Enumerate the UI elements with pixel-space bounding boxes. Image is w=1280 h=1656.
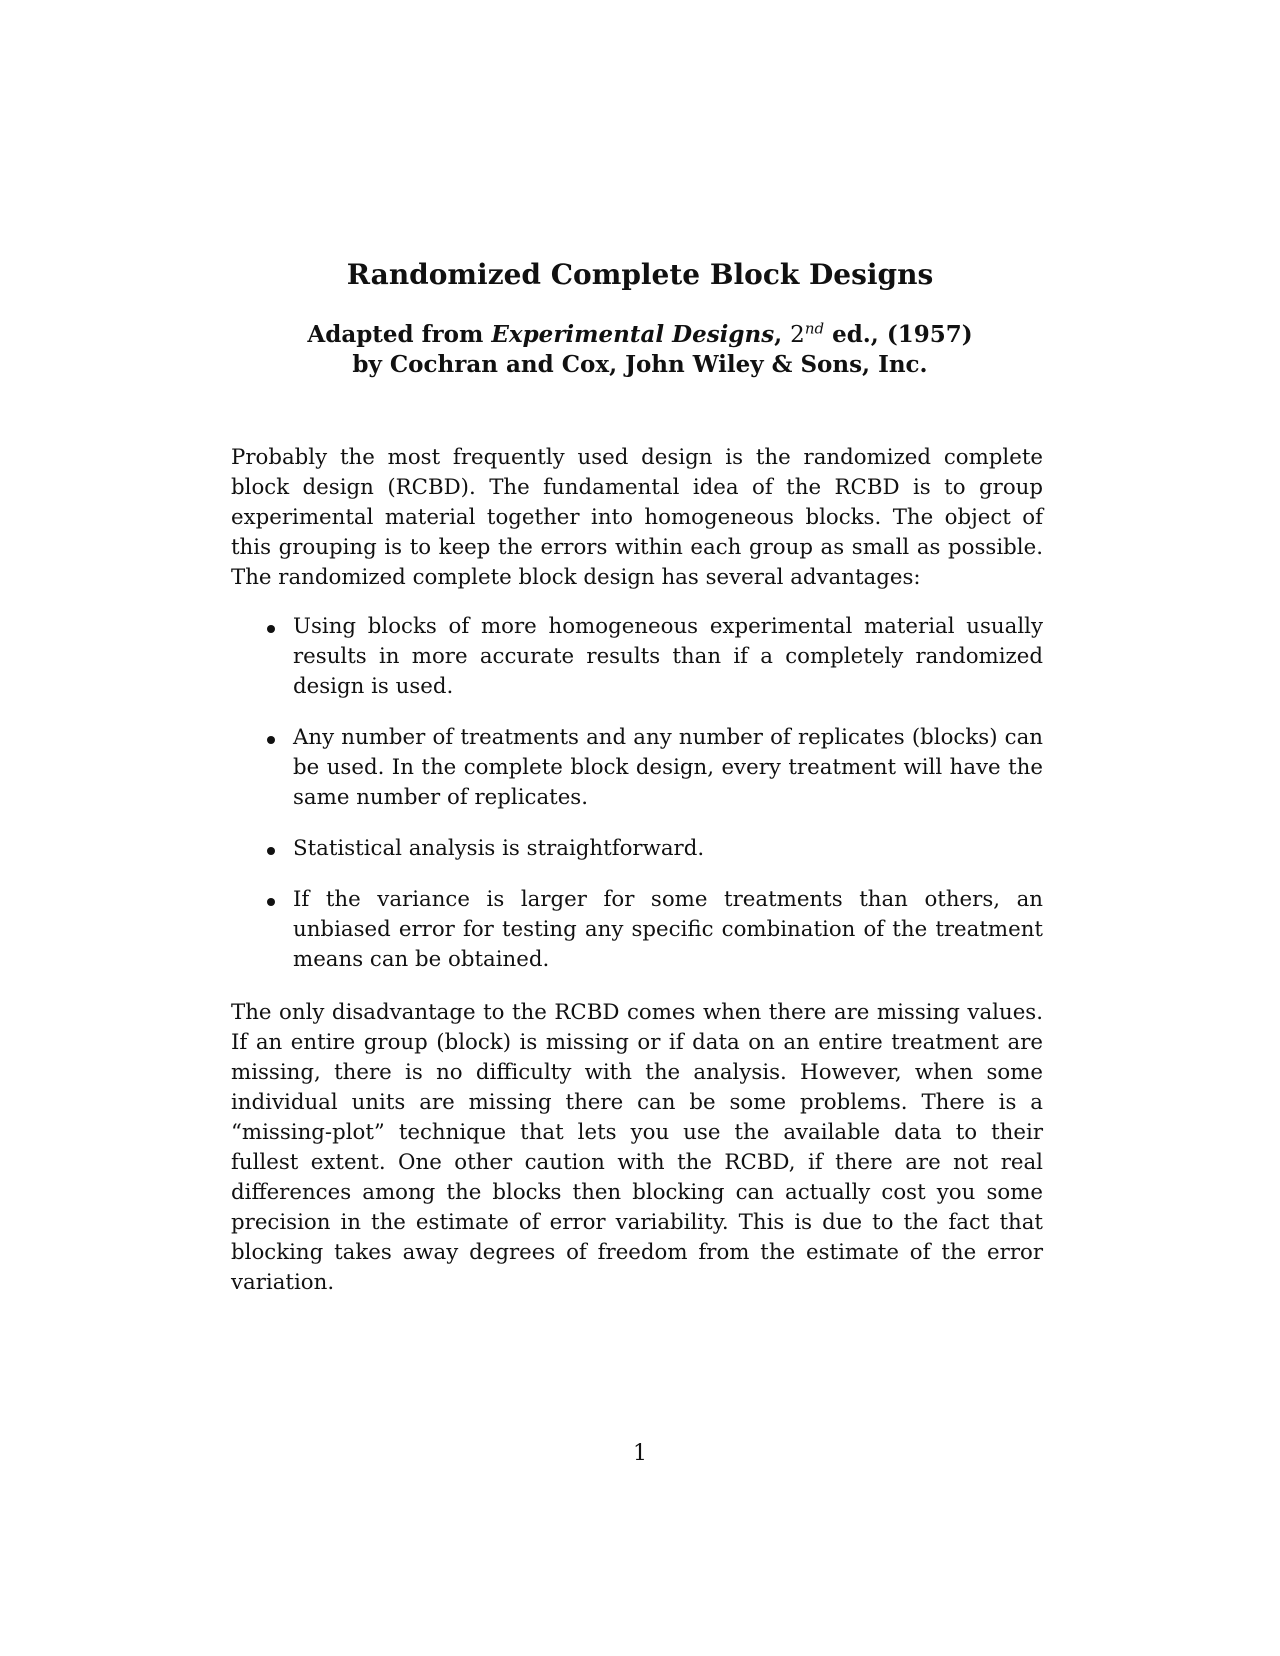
advantages-list (231, 612, 1043, 996)
page-title: Randomized Complete Block Designs (346, 258, 934, 291)
bullet-icon (267, 847, 275, 855)
disadvantage-paragraph: The only disadvantage to the RCBD comes when there are missing values. If an entire group (block) is missing or if data on an entire treatment are missing, there is no difficulty with the analysis. However, when some individual units are missing there can be some problems. There is a “missing-plot” technique that lets you use the available data to their fullest extent. One other caution with the RCBD, if there are not real differences among the blocks then blocking can actually cost you some precision in the estimate of error variability. This is due to the fact that blocking takes away degrees of freedom from the estimate of the error variation. (231, 1000, 1043, 1295)
list-item-text: Using blocks of more homogeneous experimental material usually results in more accurate results than if a completely randomized design is used. (293, 614, 1043, 699)
byline-prefix: Adapted from (307, 321, 492, 348)
edition-number: 2 (790, 322, 805, 348)
list-item (231, 834, 1043, 864)
bullet-icon (267, 625, 275, 633)
list-item (231, 885, 1043, 975)
book-title: Experimental Designs (491, 321, 775, 348)
byline-line-1 (0, 320, 1280, 350)
bullet-icon (267, 898, 275, 906)
list-item-text: Statistical analysis is straightforward. (293, 836, 705, 861)
edition-superscript: nd (804, 319, 825, 338)
source-byline (0, 320, 1280, 380)
bullet-icon (267, 736, 275, 744)
edition-rest: ed., (1957) (824, 321, 973, 348)
list-item-text: If the variance is larger for some treatments than others, an unbiased error for testing any specific combination of the treatment means can be obtained. (293, 887, 1043, 972)
byline-line-2: by Cochran and Cox, John Wiley & Sons, Inc. (352, 351, 928, 378)
list-item-text: Any number of treatments and any number of replicates (blocks) can be used. In the complete block design, every treatment will have the same number of replicates. (293, 725, 1043, 810)
intro-paragraph: Probably the most frequently used design is the randomized complete block design (RCBD). The fundamental idea of the RCBD is to group experimental material together into homogeneous blocks. The object of this grouping is to keep the errors within each group as small as possible. The randomized complete block design has several advantages: (231, 445, 1043, 590)
list-item (231, 723, 1043, 813)
list-item (231, 612, 1043, 702)
byline-comma: , (774, 321, 791, 348)
page-number: 1 (633, 1441, 647, 1466)
